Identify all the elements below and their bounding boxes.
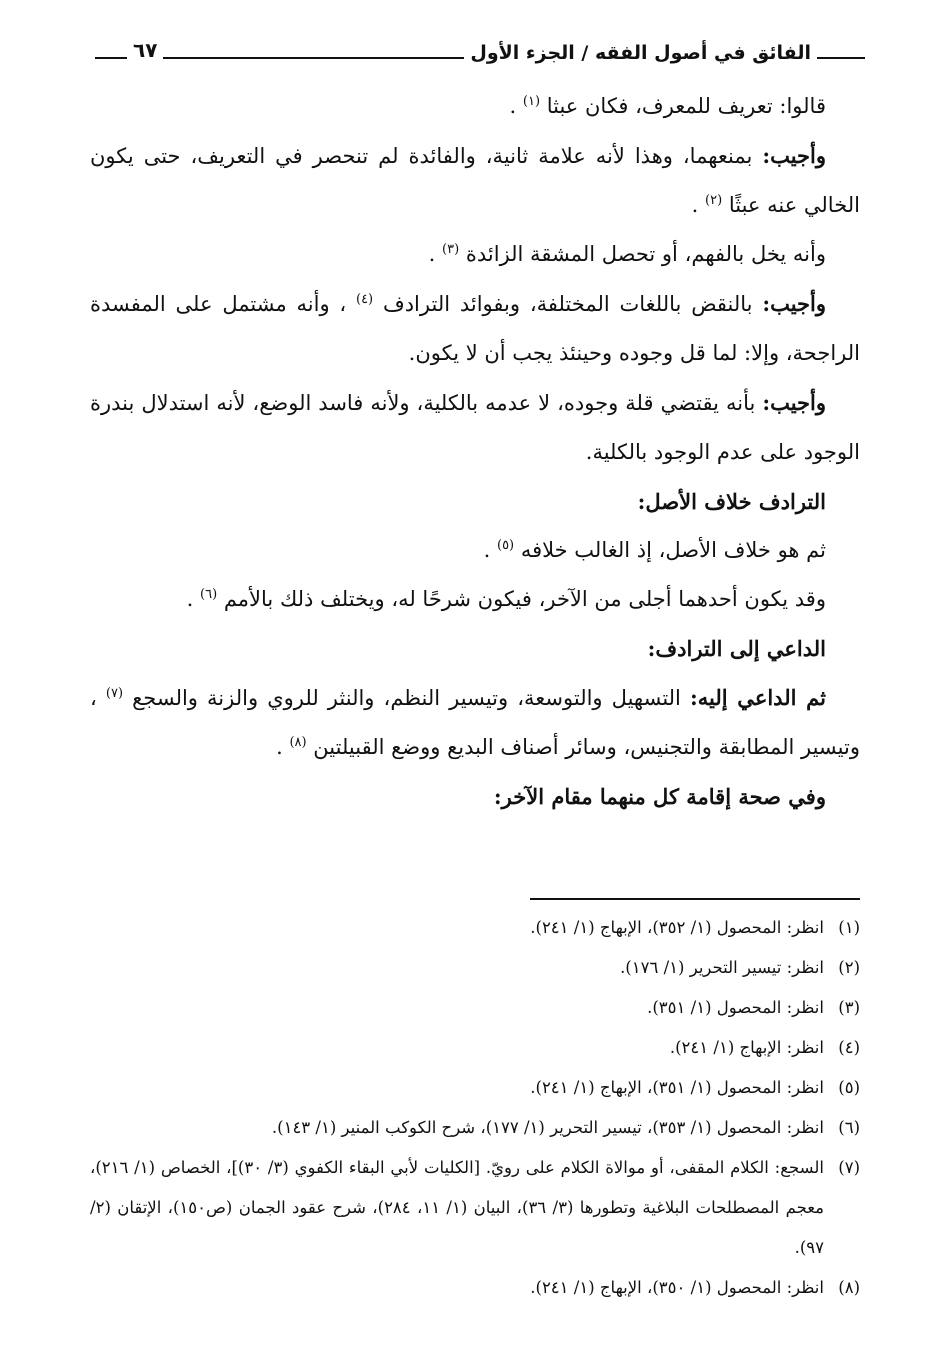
footnote-text: انظر: المحصول (١/ ٣٥٢)، الإبهاج (١/ ٢٤١). bbox=[530, 918, 824, 937]
paragraph bbox=[90, 378, 860, 477]
footnote bbox=[90, 908, 860, 948]
section-heading: وفي صحة إقامة كل منهما مقام الآخر: bbox=[493, 784, 826, 809]
footnote-number: (٣) bbox=[838, 998, 860, 1017]
paragraph bbox=[90, 526, 860, 575]
paragraph-text: قالوا: تعريف للمعرف، فكان عبثا bbox=[546, 94, 826, 118]
footnote bbox=[90, 1108, 860, 1148]
footnote-number: (١) bbox=[838, 918, 860, 937]
footnote-number: (٨) bbox=[838, 1278, 860, 1297]
footnote bbox=[90, 1268, 860, 1308]
section-heading: الترادف خلاف الأصل: bbox=[637, 489, 826, 514]
footnote-text: انظر: الإبهاج (١/ ٢٤١). bbox=[669, 1038, 824, 1057]
paragraph bbox=[90, 673, 860, 772]
paragraph-lead: وأجيب: bbox=[762, 143, 826, 168]
paragraph bbox=[90, 279, 860, 378]
footnote-ref: (٣) bbox=[442, 242, 460, 257]
footnote-text: انظر: المحصول (١/ ٣٥١)، الإبهاج (١/ ٢٤١). bbox=[530, 1078, 824, 1097]
paragraph-text: التسهيل والتوسعة، وتيسير النظم، والنثر للروي والزنة والسجع bbox=[132, 686, 690, 710]
footnote-ref: (٧) bbox=[105, 686, 124, 701]
page-number: ٦٧ bbox=[127, 38, 163, 62]
paragraph bbox=[90, 575, 860, 624]
paragraph-tail: . bbox=[691, 193, 705, 217]
paragraph-text: وأنه يخل بالفهم، أو تحصل المشقة الزائدة bbox=[465, 242, 826, 266]
paragraph-text: ، وتيسير المطابقة والتجنيس، وسائر أصناف البديع ووضع القبيلتين bbox=[90, 686, 860, 759]
paragraph-tail: . bbox=[509, 94, 523, 118]
paragraph bbox=[90, 131, 860, 230]
footnotes bbox=[90, 908, 860, 1308]
paragraph-tail: . bbox=[428, 242, 443, 266]
main-text bbox=[90, 82, 860, 821]
running-title: الفائق في أصول الفقه / الجزء الأول bbox=[464, 42, 817, 64]
paragraph-lead: ثم الداعي إليه: bbox=[690, 685, 826, 710]
paragraph-tail: . bbox=[186, 587, 200, 611]
footnote-text: انظر: المحصول (١/ ٣٥١). bbox=[647, 998, 824, 1017]
footnote-text: انظر: المحصول (١/ ٣٥٣)، تيسير التحرير (١/ ١٧٧)، شرح الكوكب المنير (١/ ١٤٣). bbox=[271, 1118, 824, 1137]
footnote-number: (٦) bbox=[838, 1118, 860, 1137]
footnote-number: (٧) bbox=[838, 1158, 860, 1177]
footnote bbox=[90, 1148, 860, 1268]
paragraph-text: بالنقض باللغات المختلفة، وبفوائد الترادف bbox=[382, 292, 763, 316]
footnote bbox=[90, 1028, 860, 1068]
footnote-ref: (٦) bbox=[200, 587, 218, 602]
footnote bbox=[90, 988, 860, 1028]
paragraph-lead: وأجيب: bbox=[762, 291, 826, 316]
paragraph bbox=[90, 230, 860, 279]
footnote-ref: (١) bbox=[522, 94, 541, 109]
section-heading: الداعي إلى الترادف: bbox=[647, 636, 826, 661]
paragraph-text: ثم هو خلاف الأصل، إذ الغالب خلافه bbox=[520, 538, 826, 562]
paragraph-text: بأنه يقتضي قلة وجوده، لا عدمه بالكلية، ولأنه فاسد الوضع، لأنه استدلال بندرة الوجود على عدم الوجود بالكلية. bbox=[90, 391, 860, 464]
paragraph-tail: . bbox=[276, 735, 290, 759]
paragraph-tail: . bbox=[483, 538, 497, 562]
running-header bbox=[95, 36, 865, 76]
footnote bbox=[90, 948, 860, 988]
footnote-text: السجع: الكلام المقفى، أو موالاة الكلام على رويّ. [الكليات لأبي البقاء الكفوي (٣/ ٣٠)]، الخصاص (١/ ٢١٦)، معجم المصطلحات البلاغية وتطورها (٣/ ٣٦)، البيان (١/ ١١، ٢٨٤)، شرح عقود الجمان (ص١٥٠)، الإتقان (٢/ ٩٧). bbox=[90, 1158, 825, 1257]
footnote-text: انظر: المحصول (١/ ٣٥٠)، الإبهاج (١/ ٢٤١). bbox=[530, 1278, 824, 1297]
paragraph-text: بمنعهما، وهذا لأنه علامة ثانية، والفائدة لم تنحصر في التعريف، حتى يكون الخالي عنه عبثًا bbox=[90, 144, 860, 217]
footnote-ref: (٨) bbox=[289, 735, 307, 750]
footnote-number: (٥) bbox=[838, 1078, 860, 1097]
footnote-separator bbox=[530, 898, 860, 900]
footnote-number: (٤) bbox=[838, 1038, 860, 1057]
footnote-ref: (٤) bbox=[355, 292, 374, 307]
footnote bbox=[90, 1068, 860, 1108]
paragraph bbox=[90, 82, 860, 131]
footnote-ref: (٢) bbox=[705, 193, 723, 208]
paragraph-tail: ، وأنه مشتمل على المفسدة الراجحة، وإلا: لما قل وجوده وحينئذ يجب أن لا يكون. bbox=[90, 292, 860, 365]
footnote-text: انظر: تيسير التحرير (١/ ١٧٦). bbox=[620, 958, 824, 977]
paragraph-text: وقد يكون أحدهما أجلى من الآخر، فيكون شرحًا له، ويختلف ذلك بالأمم bbox=[223, 587, 826, 611]
footnote-number: (٢) bbox=[838, 958, 860, 977]
paragraph-lead: وأجيب: bbox=[762, 390, 826, 415]
footnote-ref: (٥) bbox=[496, 538, 515, 553]
